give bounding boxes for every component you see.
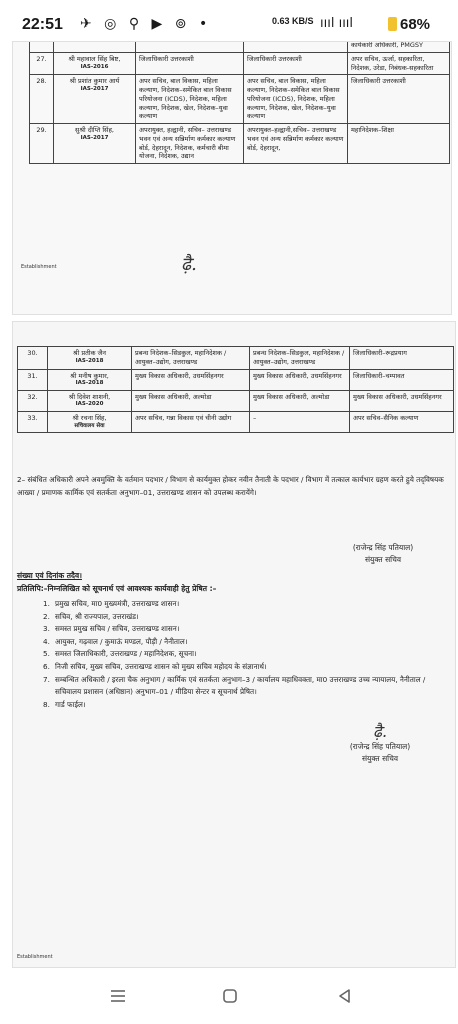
cell-current-post xyxy=(132,347,250,370)
home-button[interactable] xyxy=(216,984,244,1008)
clock: 22:51 xyxy=(22,16,63,33)
list-item-number: 5. xyxy=(43,649,50,659)
signatory-title: संयुक्त सचिव xyxy=(364,555,402,564)
list-item xyxy=(43,623,453,636)
officer-service-batch: IAS-2020 xyxy=(75,401,104,408)
table-row xyxy=(30,75,450,124)
table-row xyxy=(18,369,454,390)
signatory-title: संयुक्त सचिव xyxy=(361,754,399,764)
list-item-number: 3. xyxy=(43,624,50,634)
copy-header xyxy=(17,570,451,596)
cell-new-post-text: जिलाधिकारी–चम्पावत xyxy=(353,371,405,380)
cell-new-post-text: जिलाधिकारी–रूद्रप्रयाग xyxy=(353,349,407,357)
battery-indicator xyxy=(388,16,430,33)
signatory-name: (राजेन्द्र सिंह पतियाल) xyxy=(352,543,414,552)
footer-label: Establishment xyxy=(17,954,53,960)
reference-line: संख्या एवं दिनांक तदैव। xyxy=(17,571,82,580)
cell-number-text: 33. xyxy=(27,413,38,422)
cell-current-post-text: अपर सचिव, बाल विकास, महिला कल्याण, निदेशक–समेकित बाल विकास परियोजना (ICDS), निदेशक, महिला कल्याण, निदेशक, खेल, निदेशक–युवा कल्याण xyxy=(139,77,232,121)
table-row xyxy=(18,347,454,370)
cell-relieved-post-text: – xyxy=(253,413,257,422)
signature: ढ़ै. xyxy=(372,722,388,741)
officer-service-batch: IAS-2017 xyxy=(80,86,109,93)
copy-recipient-list xyxy=(43,598,453,711)
back-button[interactable] xyxy=(330,984,358,1008)
cell-new-post-text: कार्यकारी अधिकारी, PMGSY xyxy=(351,42,423,49)
navigation-bar xyxy=(0,968,458,1024)
cell-officer-name xyxy=(54,75,136,124)
cell-relieved-post-text: मुख्य विकास अधिकारी, अल्मोडा xyxy=(253,392,330,401)
officer-service-batch: IAS-2018 xyxy=(75,357,104,364)
signature-block-2 xyxy=(305,722,455,765)
cell-new-post xyxy=(348,75,450,124)
table-row xyxy=(18,411,454,432)
cell-officer-name xyxy=(48,347,132,370)
cell-current-post xyxy=(136,42,244,52)
cell-number xyxy=(30,75,54,124)
list-item-number: 6. xyxy=(43,661,50,671)
list-item-text: गार्ड फाईल। xyxy=(55,699,86,709)
list-item-number: 2. xyxy=(43,611,50,621)
cell-number-text: 28. xyxy=(36,77,47,86)
cell-relieved-post-text: अपर सचिव, बाल विकास, महिला कल्याण, निदेशक–समेकित बाल विकास परियोजना (ICDS), निदेशक, महिला कल्याण, निदेशक, खेल, निदेशक–युवा कल्याण xyxy=(247,77,340,121)
cell-relieved-post xyxy=(250,369,350,390)
officer-service-batch: IAS-2016 xyxy=(80,63,109,70)
list-item-text: सचिव, श्री राज्यपाल, उत्तराखंड। xyxy=(55,611,139,621)
list-item xyxy=(43,598,453,611)
cell-current-post xyxy=(136,75,244,124)
officer-service-batch: IAS-2018 xyxy=(75,380,104,387)
cell-number-text: 32. xyxy=(27,392,38,401)
list-item-text: सम्बन्धित अधिकारी / इरला चैक अनुभाग / कार्मिक एवं सतर्कता अनुभाग–3 / कार्यालय महाधिवक्ता, मा0 उत्तराखण्ड उच्च न्यायालय, नैनीताल / सचिवालय प्रशासन (अधिष्ठान) अनुभाग–01 / मीडिया सेन्टर व सूचनार्थ प्रेषित। xyxy=(55,674,426,697)
cell-officer-name-text: श्री प्रशांत कुमार आर्य xyxy=(69,77,120,86)
cell-relieved-post xyxy=(244,75,348,124)
list-item-number: 4. xyxy=(43,636,50,646)
list-item-text: निजी सचिव, मुख्य सचिव, उत्तराखण्ड शासन को मुख्य सचिव महोदय के संज्ञानार्थ। xyxy=(55,661,267,671)
cell-officer-name xyxy=(54,52,136,75)
signal-icon: ıııl ıııl xyxy=(320,16,354,31)
cell-new-post-text: महानिदेशक–शिक्षा xyxy=(351,126,394,135)
cell-number xyxy=(18,390,48,411)
back-icon xyxy=(337,988,351,1004)
list-item xyxy=(43,674,453,699)
network-speed: 0.63 KB/S xyxy=(272,16,314,26)
cell-number xyxy=(30,124,54,164)
cell-officer-name xyxy=(54,124,136,164)
officer-table-1 xyxy=(29,42,450,164)
cell-current-post-text: प्रबन्ध निदेशक–सिडकुल, महानिदेशक / आयुक्त–उद्योग, उत्तराखण्ड xyxy=(135,349,227,366)
cell-relieved-post-text: मुख्य विकास अधिकारी, उधमसिंहनगर xyxy=(253,371,342,380)
cell-current-post xyxy=(136,124,244,164)
officer-service-batch: सचिवालय सेवा xyxy=(74,422,105,429)
cell-officer-name-text: श्री प्रतीक जैन xyxy=(73,349,106,357)
cell-officer-name xyxy=(48,369,132,390)
list-item xyxy=(43,636,453,649)
cell-current-post xyxy=(136,52,244,75)
notification-icons: ✈ ◎ ⚲ ▶ ⊚ • xyxy=(80,16,212,32)
cell-relieved-post xyxy=(244,124,348,164)
cell-new-post xyxy=(348,124,450,164)
cell-current-post-text: अपरायुक्त, हल्द्वानी, सचिव– उत्तराखण्ड भवन एवं अन्य सन्निर्माण कर्मकार कल्याण बोर्ड, देहरादून, निदेशक, कर्मचारी बीमा योजना, निदेशक, उद्यान xyxy=(139,126,236,161)
list-item-text: समस्त जिलाधिकारी, उत्तराखण्ड / महानिदेशक, सूचना। xyxy=(55,649,197,659)
list-item xyxy=(43,661,453,674)
cell-number xyxy=(18,347,48,370)
cell-current-post-text: अपर सचिव, गन्ना विकास एवं चीनी उद्योग xyxy=(135,413,232,422)
table-row xyxy=(30,124,450,164)
cell-relieved-post xyxy=(244,42,348,52)
cell-new-post-text: अपर सचिव–सैनिक कल्याण xyxy=(353,413,419,422)
document-page-2[interactable] xyxy=(13,322,455,967)
cell-relieved-post xyxy=(250,411,350,432)
status-bar xyxy=(0,0,458,40)
officer-service-batch: IAS-2017 xyxy=(80,134,109,141)
cell-officer-name xyxy=(48,411,132,432)
recent-apps-icon xyxy=(110,989,126,1003)
cell-number xyxy=(18,369,48,390)
cell-current-post xyxy=(132,390,250,411)
list-item-text: समस्त प्रमुख सचिव / सचिव, उत्तराखण्ड शासन। xyxy=(55,624,180,634)
cell-new-post xyxy=(348,42,450,52)
cell-number xyxy=(30,52,54,75)
cell-new-post-text: जिलाधिकारी उत्तरकाशी xyxy=(351,77,406,86)
instruction-paragraph: 2– संबंधित अधिकारी अपने अवमुक्ति के वर्तमान पदभार / विभाग से कार्यमुक्त होकर नवीन तैनाती के पदभार / विभाग में तत्काल कार्यभार ग्रहण करते हुये तद्‌विषयक आख्या / प्रमाणक कार्मिक एवं सतर्कता अनुभाग–01, उत्तराखण्ड शासन को उपलब्ध करायेंगे। xyxy=(17,475,444,497)
table-row xyxy=(30,42,450,52)
list-item xyxy=(43,648,453,661)
cell-number xyxy=(18,411,48,432)
table-row xyxy=(30,52,450,75)
cell-current-post-text: जिलाधिकारी उत्तरकाशी xyxy=(139,54,194,63)
cell-current-post xyxy=(132,369,250,390)
cell-new-post xyxy=(350,369,454,390)
list-item xyxy=(43,699,453,712)
cell-relieved-post xyxy=(250,390,350,411)
home-icon xyxy=(222,988,238,1004)
cell-officer-name-text: श्री महावाल सिंह बिष्ट, xyxy=(68,54,121,63)
cell-new-post xyxy=(350,411,454,432)
cell-new-post xyxy=(350,347,454,370)
cell-current-post-text: मुख्य विकास अधिकारी, अल्मोडा xyxy=(135,392,212,401)
cell-officer-name-text: श्री दिवेश शाशनी, xyxy=(68,392,111,401)
cell-relieved-post-text: प्रबन्ध निदेशक–सिडकुल, महानिदेशक / आयुक्त–उद्योग, उत्तराखण्ड xyxy=(253,349,345,366)
document-page-1[interactable] xyxy=(13,42,451,314)
cell-current-post xyxy=(132,411,250,432)
cell-relieved-post xyxy=(250,347,350,370)
list-item-number: 1. xyxy=(43,599,50,608)
battery-percent: 68% xyxy=(400,16,431,33)
cell-number-text: 27. xyxy=(36,54,47,63)
cell-officer-name xyxy=(54,42,136,52)
signatory-name: (राजेन्द्र सिंह पतियाल) xyxy=(349,742,411,752)
cell-new-post-text: मुख्य विकास अधिकारी, उधमसिंहनगर xyxy=(353,392,442,401)
signature-block-1 xyxy=(313,542,453,566)
recent-apps-button[interactable] xyxy=(104,984,132,1008)
list-item-text: प्रमुख सचिव, मा0 मुख्यमंत्री, उत्तराखण्ड शासन। xyxy=(55,599,180,608)
cell-officer-name xyxy=(48,390,132,411)
cell-number-text: 31. xyxy=(27,371,38,380)
cell-relieved-post-text: अपरायुक्त–हल्द्वानी,सचिव– उत्तराखण्ड भवन एवं अन्य सन्निर्माण कर्मकार कल्याण बोर्ड, देहरादून, xyxy=(247,126,344,152)
list-item-number: 7. xyxy=(43,674,50,684)
cell-current-post-text: मुख्य विकास अधिकारी, उधमसिंहनगर xyxy=(135,371,224,380)
cell-new-post-text: अपर सचिव, ऊर्जा, सहकारिता, निदेशक, उरेडा, निबंधक-सहकारिता xyxy=(351,54,434,72)
cell-new-post xyxy=(350,390,454,411)
cell-officer-name-text: श्री मनीष कुमार, xyxy=(70,371,109,380)
cell-officer-name-text: श्री रचना सिंह, xyxy=(72,413,107,422)
signature: ढ़ै. xyxy=(181,254,197,275)
cell-new-post xyxy=(348,52,450,75)
cell-officer-name-text: सुश्री दीप्ति सिंह, xyxy=(75,126,114,135)
battery-icon xyxy=(388,17,397,31)
list-item xyxy=(43,611,453,624)
table-row xyxy=(18,390,454,411)
list-item-text: आयुक्त, गढ़वाल / कुमाऊं मण्डल, पौड़ी / नैनीताल। xyxy=(55,636,188,646)
cell-number xyxy=(30,42,54,52)
cell-number-text: 30. xyxy=(27,349,38,357)
copy-to-heading: प्रतिलिपि:–निम्नलिखित को सूचनार्थ एवं आवश्यक कार्यवाही हेतु प्रेषित :– xyxy=(17,583,217,593)
list-item-number: 8. xyxy=(43,699,50,709)
cell-number-text: 29. xyxy=(36,126,47,135)
cell-relieved-post xyxy=(244,52,348,75)
officer-table-2 xyxy=(17,346,454,433)
footer-label: Establishment xyxy=(21,264,57,270)
cell-relieved-post-text: जिलाधिकारी उत्तरकाशी xyxy=(247,54,302,63)
